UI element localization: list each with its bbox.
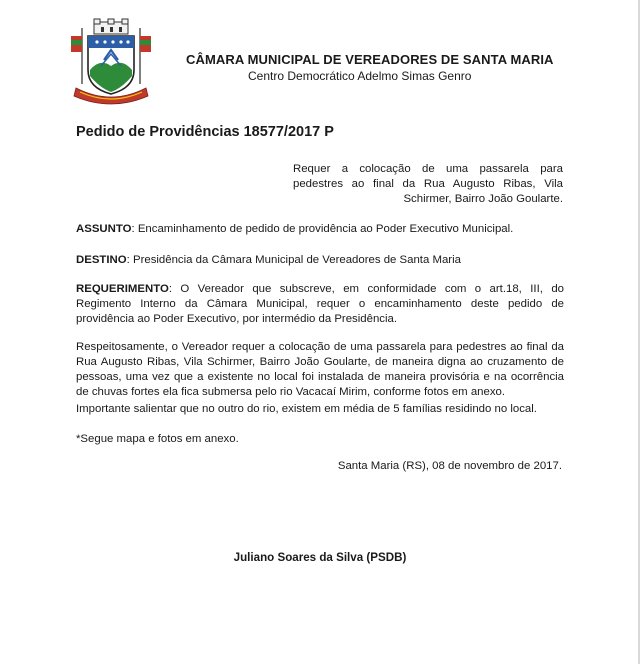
institution-name: CÂMARA MUNICIPAL DE VEREADORES DE SANTA MARIA xyxy=(186,52,554,67)
destino-paragraph xyxy=(76,253,564,268)
assunto-paragraph xyxy=(76,222,564,237)
requerimento-text: : O Vereador que subscreve, em conformidade com o art.18, III, do Regimento Interno da Câmara Municipal, requer o encaminhamento deste pedido de providência ao Poder Executivo, por intermédio da Presidência. xyxy=(76,283,564,325)
document-date: Santa Maria (RS), 08 de novembro de 2017. xyxy=(337,460,562,472)
destino-label: DESTINO xyxy=(76,254,127,266)
institution-subtitle: Centro Democrático Adelmo Simas Genro xyxy=(248,69,472,83)
assunto-text: : Encaminhamento de pedido de providência ao Poder Executivo Municipal. xyxy=(131,223,514,235)
requerimento-label: REQUERIMENTO xyxy=(76,283,169,295)
anexo-note: *Segue mapa e fotos em anexo. xyxy=(76,433,239,445)
municipal-crest-icon xyxy=(68,18,154,108)
destino-text: : Presidência da Câmara Municipal de Vereadores de Santa Maria xyxy=(126,254,461,266)
document-title: Pedido de Providências 18577/2017 P xyxy=(76,124,334,140)
requerimento-paragraph xyxy=(76,282,564,327)
assunto-label: ASSUNTO xyxy=(76,223,132,235)
respeitosamente-paragraph: Respeitosamente, o Vereador requer a colocação de uma passarela para pedestres ao final da Rua Augusto Ribas, Vila Schirmer, Bairro João Goularte, de maneira digna ao cruzamento de pessoas, uma vez que a existente no local foi instalada de maneira provisória e na ocorrência de chuvas fortes ela fica submersa pelo rio Vacacaí Mirim, conforme fotos em anexo. xyxy=(76,341,564,398)
importante-paragraph: Importante salientar que no outro do rio, existem em média de 5 famílias residindo no local. xyxy=(76,403,537,415)
document-ementa: Requer a colocação de uma passarela para pedestres ao final da Rua Augusto Ribas, Vila Schirmer, Bairro João Goularte. xyxy=(293,163,563,205)
signature: Juliano Soares da Silva (PSDB) xyxy=(233,551,407,564)
